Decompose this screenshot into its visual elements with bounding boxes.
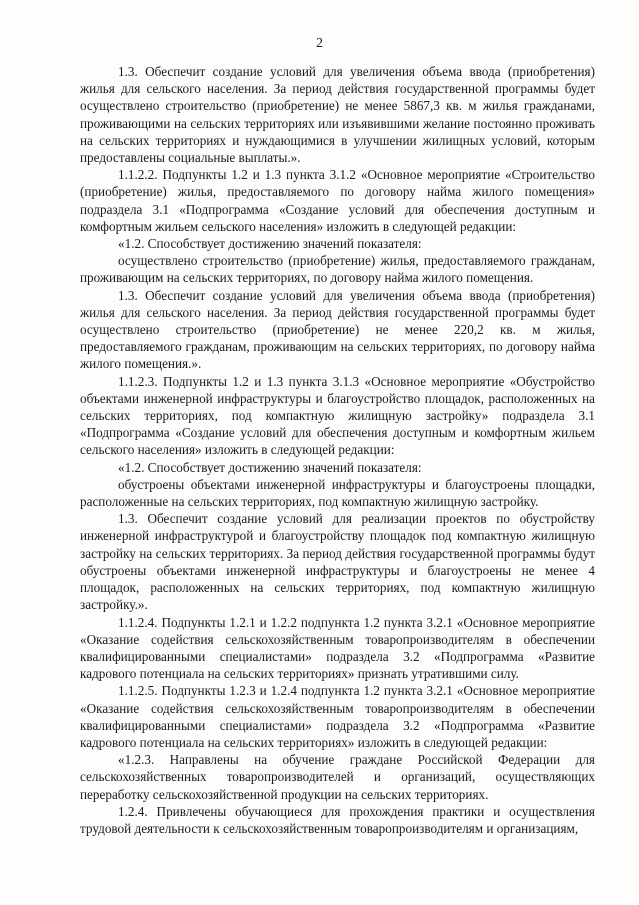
paragraph: 1.1.2.5. Подпункты 1.2.3 и 1.2.4 подпункта 1.2 пункта 3.2.1 «Основное мероприятие «Оказание содействия сельскохозяйственным товаропроизводителям в обеспечении квалифицированными специалистами» подраздела 3.2 «Подпрограмма «Развитие кадрового потенциала на сельских территориях» изложить в следующей редакции: (80, 683, 595, 750)
paragraph: 1.1.2.2. Подпункты 1.2 и 1.3 пункта 3.1.2 «Основное мероприятие «Строительство (приобретение) жилья, предоставляемого по договору найма жилого помещения» подраздела 3.1 «Подпрограмма «Создание условий для обеспечения доступным и комфортным жильем сельского населения» изложить в следующей редакции: (80, 167, 595, 234)
paragraph: 1.3. Обеспечит создание условий для увеличения объема ввода (приобретения) жилья для сельского населения. За период действия государственной программы будет осуществлено строительство (приобретение) не менее 5867,3 кв. м жилья гражданами, проживающими на сельских территориях или изъявившими желание постоянно проживать на сельских территориях и нуждающимися в улучшении жилищных условий, которым предоставлены социальные выплаты.». (80, 64, 595, 166)
page-number: 2 (316, 36, 323, 51)
paragraph: 1.2.4. Привлечены обучающиеся для прохождения практики и осуществления трудовой деятельности к сельскохозяйственным товаропроизводителям и организациям, (80, 803, 595, 836)
document-body (80, 63, 595, 837)
paragraph: 1.3. Обеспечит создание условий для увеличения объема ввода (приобретения) жилья для сельского населения. За период действия государственной программы будет осуществлено строительство (приобретение) не менее 220,2 кв. м жилья, предоставляемого гражданам, проживающим на сельских территориях, по договору найма жилого помещения.». (80, 287, 595, 372)
paragraph: обустроены объектами инженерной инфраструктуры и благоустроены площадки, расположенные на сельских территориях, под компактную жилищную застройку. (80, 476, 595, 510)
paragraph: осуществлено строительство (приобретение) жилья, предоставляемого гражданам, проживающим на сельских территориях, по договору найма жилого помещения. (80, 253, 595, 286)
paragraph: «1.2. Способствует достижению значений показателя: (118, 236, 422, 252)
paragraph: «1.2. Способствует достижению значений показателя: (118, 459, 422, 475)
paragraph: 1.3. Обеспечит создание условий для реализации проектов по обустройству инженерной инфраструктурой и благоустройству площадок под компактную жилищную застройку на сельских территориях. За период действия государственной программы будут обустроены объектами инженерной инфраструктуры и благоустроены не менее 4 площадок, расположенных на сельских территориях, под компактную жилищную застройку.». (80, 511, 595, 613)
paragraph: «1.2.3. Направлены на обучение граждане Российской Федерации для сельскохозяйственных товаропроизводителей и организаций, осуществляющих переработку сельскохозяйственной продукции на сельских территориях. (80, 752, 595, 802)
paragraph: 1.1.2.3. Подпункты 1.2 и 1.3 пункта 3.1.3 «Основное мероприятие «Обустройство объектами инженерной инфраструктуры и благоустройство площадок, расположенных на сельских территориях, под компактную жилищную застройку» подраздела 3.1 «Подпрограмма «Создание условий для обеспечения доступным и комфортным жильем сельского населения» изложить в следующей редакции: (80, 373, 595, 458)
paragraph: 1.1.2.4. Подпункты 1.2.1 и 1.2.2 подпункта 1.2 пункта 3.2.1 «Основное мероприятие «Оказание содействия сельскохозяйственным товаропроизводителям в обеспечении квалифицированными специалистами» подраздела 3.2 «Подпрограмма «Развитие кадрового потенциала на сельских территориях» признать утратившими силу. (80, 614, 595, 682)
